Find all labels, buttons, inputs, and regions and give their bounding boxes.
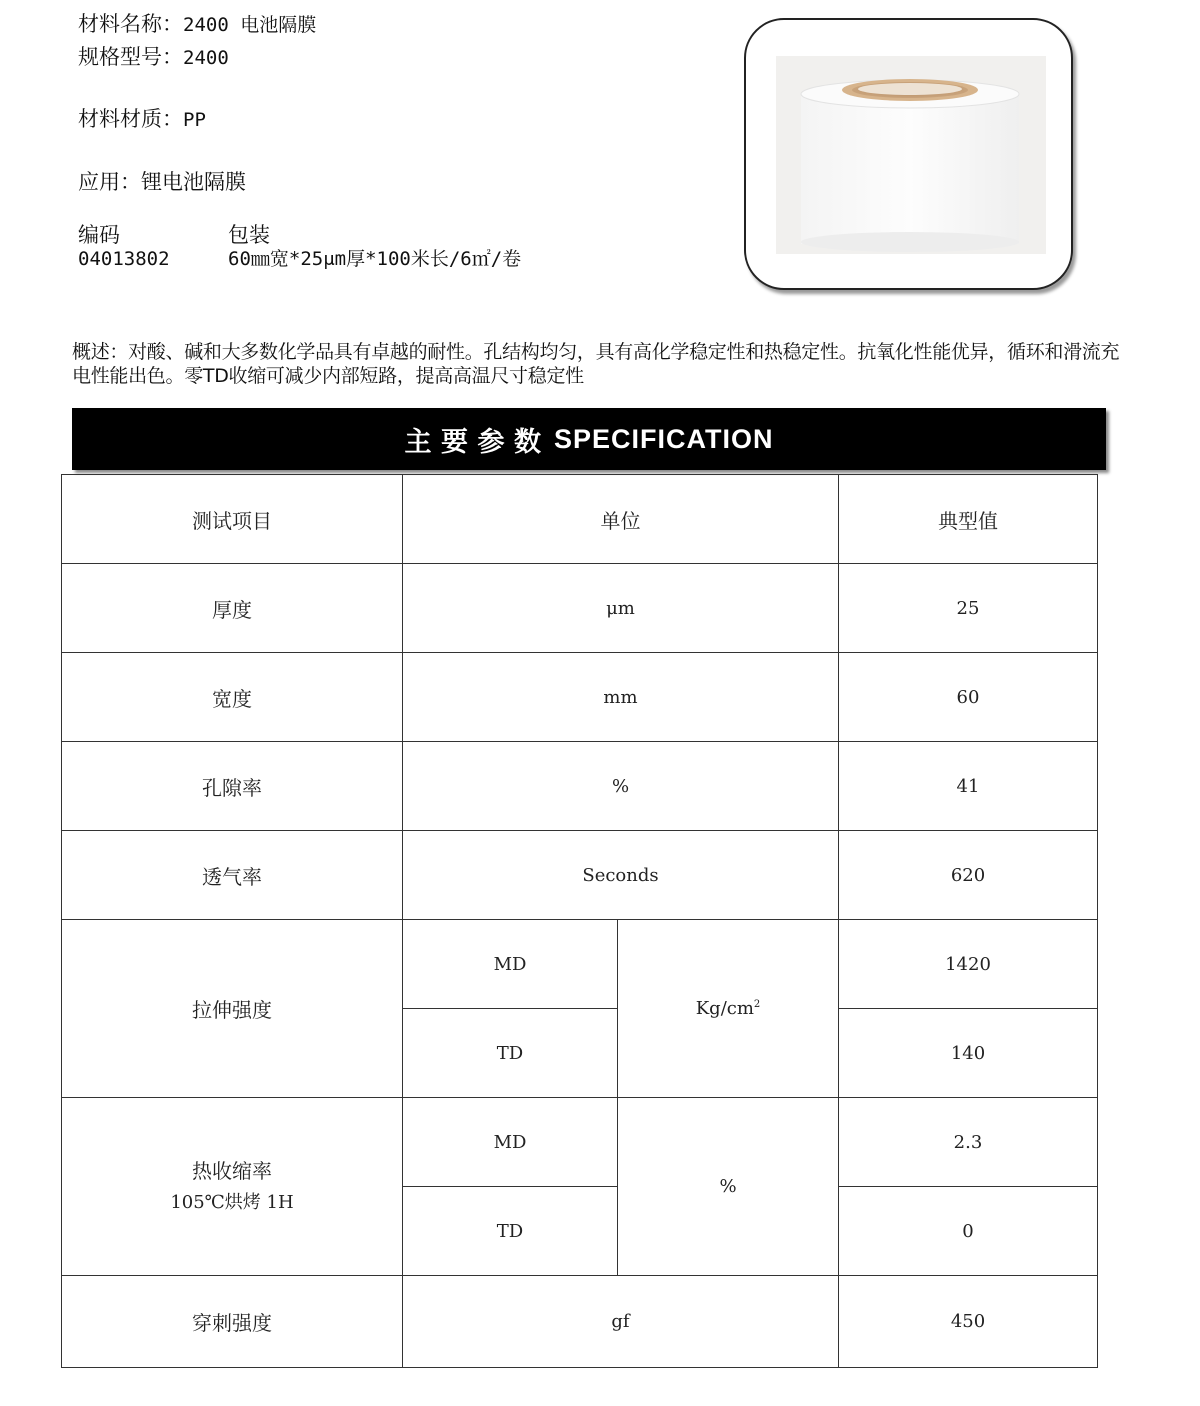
thickness-value: 25: [839, 564, 1098, 653]
width-unit: mm: [403, 653, 839, 742]
header-unit: 单位: [403, 475, 839, 564]
overview-text: 概述：对酸、碱和大多数化学品具有卓越的耐性。孔结构均匀，具有高化学稳定性和热稳定性。抗氧化性能优异，循环和滑流充电性能出色。零TD收缩可减少内部短路，提高高温尺寸稳定性: [72, 341, 1120, 387]
table-row: [62, 564, 1098, 653]
material-row: [78, 105, 206, 134]
table-row: [62, 653, 1098, 742]
application-label: 应用：: [78, 170, 141, 194]
banner-en-title: SPECIFICATION: [554, 423, 774, 454]
shrinkage-item: [62, 1098, 403, 1276]
thickness-item: 厚度: [62, 564, 403, 653]
code-value: 04013802: [78, 248, 170, 270]
tensile-td-label: TD: [403, 1009, 618, 1098]
table-row: [62, 1276, 1098, 1368]
thickness-unit: μm: [403, 564, 839, 653]
permeability-unit: Seconds: [403, 831, 839, 920]
header-typical-value: 典型值: [839, 475, 1098, 564]
porosity-unit: %: [403, 742, 839, 831]
material-label: 材料材质：: [78, 107, 183, 131]
material-name-label: 材料名称：: [78, 12, 183, 36]
porosity-value: 41: [839, 742, 1098, 831]
model-row: [78, 43, 229, 72]
porosity-item: 孔隙率: [62, 742, 403, 831]
shrinkage-item-condition: 105℃烘烤 1H: [170, 1191, 294, 1213]
tensile-md-value: 1420: [839, 920, 1098, 1009]
tensile-unit-superscript: 2: [753, 999, 761, 1010]
tensile-unit: [618, 920, 839, 1098]
tensile-unit-base: Kg/cm: [695, 998, 754, 1019]
shrinkage-md-value: 2.3: [839, 1098, 1098, 1187]
tensile-td-value: 140: [839, 1009, 1098, 1098]
table-row: [62, 920, 1098, 1009]
material-value: PP: [183, 109, 206, 131]
application-row: [78, 168, 246, 196]
banner-cn-title: 主 要 参 数: [404, 426, 542, 457]
application-value: 锂电池隔膜: [141, 170, 246, 194]
material-name-row: [78, 10, 316, 39]
package-value: 60㎜宽*25μm厚*100米长/6㎡/卷: [228, 248, 522, 270]
specification-banner: [72, 408, 1106, 470]
tensile-item: 拉伸强度: [62, 920, 403, 1098]
table-row: [62, 831, 1098, 920]
shrinkage-td-label: TD: [403, 1187, 618, 1276]
specification-table: [61, 474, 1098, 1368]
width-value: 60: [839, 653, 1098, 742]
code-header: 编码: [78, 223, 120, 247]
puncture-unit: gf: [403, 1276, 839, 1368]
material-name-value: 2400 电池隔膜: [183, 14, 317, 36]
model-label: 规格型号：: [78, 45, 183, 69]
table-row: [62, 1098, 1098, 1187]
shrinkage-td-value: 0: [839, 1187, 1098, 1276]
shrinkage-md-label: MD: [403, 1098, 618, 1187]
shrinkage-item-title: 热收缩率: [192, 1158, 272, 1183]
shrinkage-unit: %: [618, 1098, 839, 1276]
permeability-value: 620: [839, 831, 1098, 920]
tensile-md-label: MD: [403, 920, 618, 1009]
table-header-row: [62, 475, 1098, 564]
permeability-item: 透气率: [62, 831, 403, 920]
puncture-value: 450: [839, 1276, 1098, 1368]
model-value: 2400: [183, 47, 229, 69]
package-header: 包装: [228, 223, 270, 247]
width-item: 宽度: [62, 653, 403, 742]
header-test-item: 测试项目: [62, 475, 403, 564]
puncture-item: 穿刺强度: [62, 1276, 403, 1368]
product-image-frame: [744, 18, 1073, 290]
table-row: [62, 742, 1098, 831]
separator-roll-image: [746, 20, 1071, 288]
